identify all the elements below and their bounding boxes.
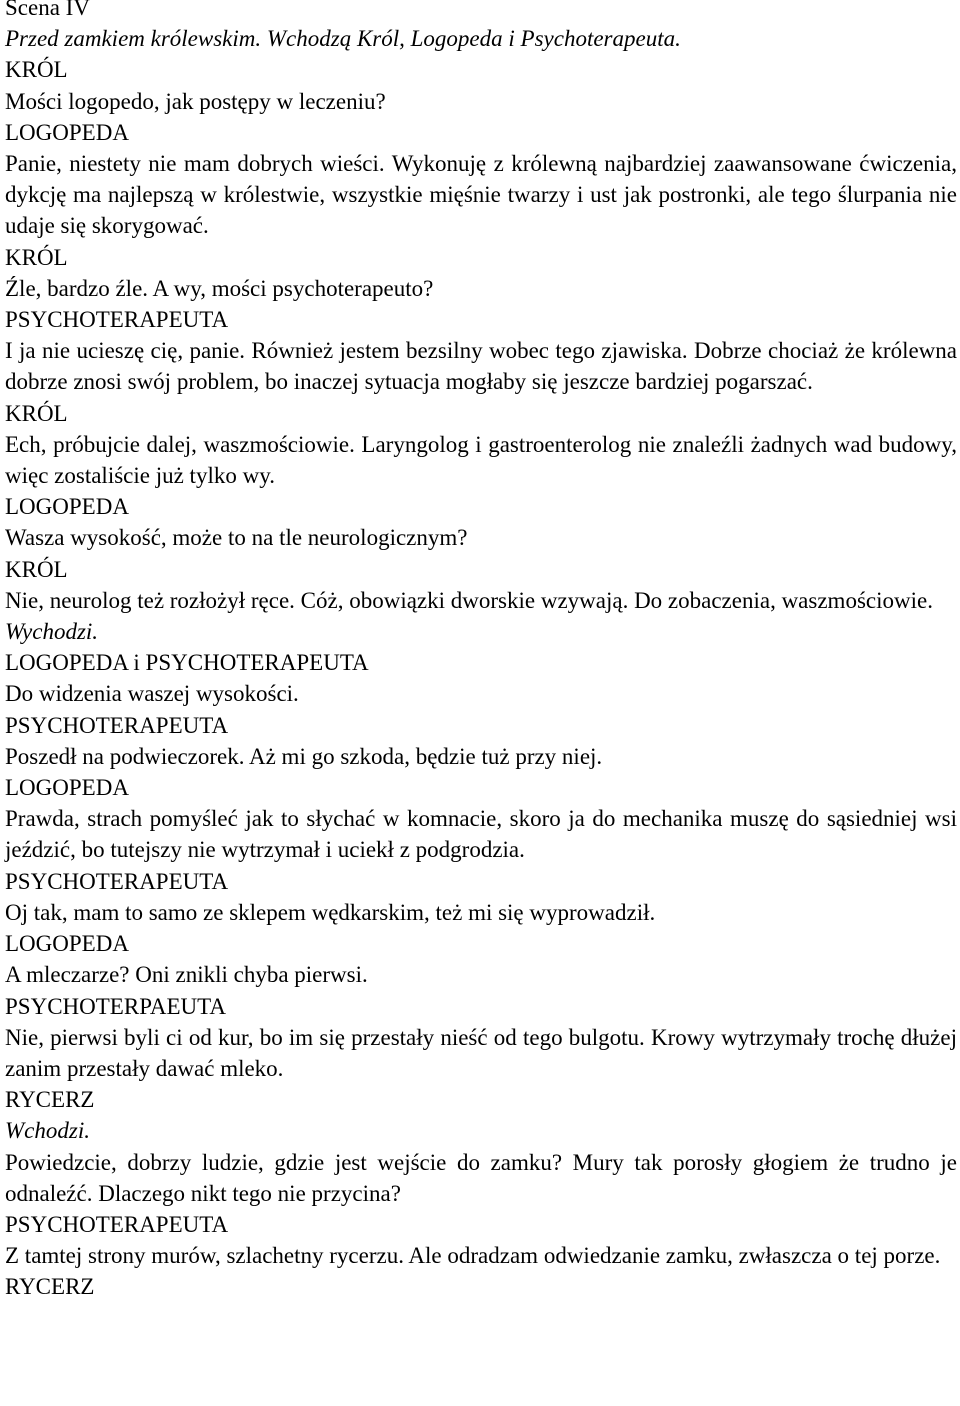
scene-heading: Scena IV [5,0,90,20]
dialogue-line: Powiedzcie, dobrzy ludzie, gdzie jest wejście do zamku? Mury tak porosły głogiem że trudno je odnaleźć. Dlaczego nikt tego nie przycina? [5,1149,957,1206]
dialogue-line: A mleczarze? Oni znikli chyba pierwsi. [5,962,368,988]
speaker-name: RYCERZ [5,1087,95,1113]
speaker-name: KRÓL [5,400,68,426]
speaker-name: PSYCHOTERPAEUTA [5,993,226,1019]
dialogue-line: Poszedł na podwieczorek. Aż mi go szkoda, będzie tuż przy niej. [5,743,603,769]
stage-direction: Przed zamkiem królewskim. Wchodzą Król, Logopeda i Psychoterapeuta. [5,26,681,52]
dialogue-line: Z tamtej strony murów, szlachetny rycerzu. Ale odradzam odwiedzanie zamku, zwłaszcza o tej porze. [5,1243,941,1269]
dialogue-line: Prawda, strach pomyśleć jak to słychać w komnacie, skoro ja do mechanika muszę do sąsiedniej wsi jeździć, bo tutejszy nie wytrzymał i uciekł z podgrodzia. [5,806,957,863]
dialogue-line: Oj tak, mam to samo ze sklepem wędkarskim, też mi się wyprowadził. [5,899,656,925]
dialogue-line: Panie, niestety nie mam dobrych wieści. Wykonuję z królewną najbardziej zaawansowane ćwiczenia, dykcję ma najlepszą w królestwie, wszystkie mięśnie twarzy i ust jak postronki, ale tego ślurpania nie udaje się skorygować. [5,151,957,239]
dialogue-line: Wasza wysokość, może to na tle neurologicznym? [5,525,468,551]
speaker-name: PSYCHOTERAPEUTA [5,712,229,738]
dialogue-line: Mości logopedo, jak postępy w leczeniu? [5,88,386,114]
dialogue-line: Nie, neurolog też rozłożył ręce. Cóż, obowiązki dworskie wzywają. Do zobaczenia, waszmościowie. [5,587,933,613]
dialogue-line: Źle, bardzo źle. A wy, mości psychoterapeuto? [5,275,434,301]
speaker-name: LOGOPEDA [5,119,129,145]
stage-direction: Wychodzi. [5,619,99,645]
speaker-name: PSYCHOTERAPEUTA [5,1211,229,1237]
dialogue-line: I ja nie ucieszę cię, panie. Również jestem bezsilny wobec tego zjawiska. Dobrze chociaż że królewna dobrze znosi swój problem, bo inaczej sytuacja mogłaby się jeszcze bardziej pogarszać. [5,338,957,395]
dialogue-line: Do widzenia waszej wysokości. [5,681,299,707]
dialogue-line: Nie, pierwsi byli ci od kur, bo im się przestały nieść od tego bulgotu. Krowy wytrzymały trochę dłużej zanim przestały dawać mleko. [5,1024,957,1081]
dialogue-line: Ech, próbujcie dalej, waszmościowie. Laryngolog i gastroenterolog nie znaleźli żadnych wad budowy, więc zostaliście już tylko wy. [5,431,957,489]
speaker-name: KRÓL [5,556,68,582]
speaker-name: PSYCHOTERAPEUTA [5,868,229,894]
speaker-name: LOGOPEDA i PSYCHOTERAPEUTA [5,650,369,676]
speaker-name: RYCERZ [5,1274,95,1300]
speaker-name: KRÓL [5,57,68,83]
speaker-name: PSYCHOTERAPEUTA [5,307,229,333]
script-document [5,0,957,1303]
speaker-name: LOGOPEDA [5,931,129,957]
speaker-name: LOGOPEDA [5,775,129,801]
stage-direction: Wchodzi. [5,1118,90,1144]
speaker-name: KRÓL [5,244,68,270]
speaker-name: LOGOPEDA [5,494,129,520]
